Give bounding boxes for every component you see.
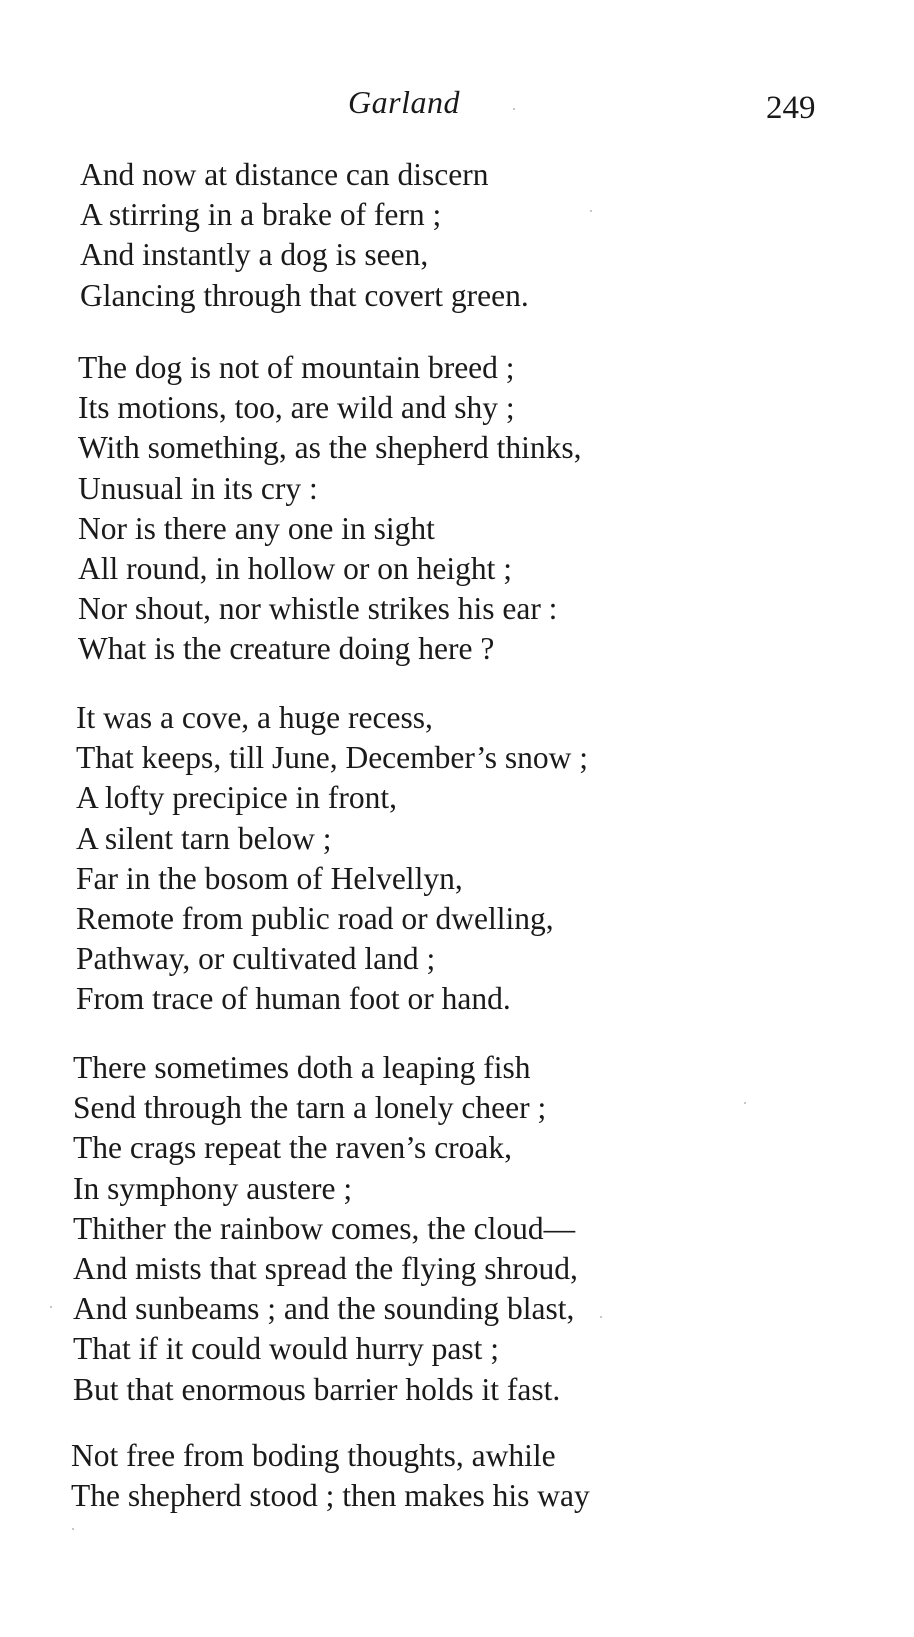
scan-speck	[50, 1306, 52, 1308]
poem-line: That keeps, till June, December’s snow ;	[76, 740, 589, 776]
poem-line: Far in the bosom of Helvellyn,	[76, 860, 463, 896]
poem-line: Glancing through that covert green.	[80, 277, 529, 313]
poem-line: Unusual in its cry :	[78, 470, 318, 506]
poem-line: Nor is there any one in sight	[78, 510, 435, 546]
poem-line: Not free from boding thoughts, awhile	[71, 1438, 556, 1473]
poem-line: It was a cove, a huge recess,	[76, 700, 433, 735]
poem-line: In symphony austere ;	[73, 1170, 353, 1206]
poem-line: The shepherd stood ; then makes his way	[71, 1478, 590, 1514]
poem-line: A silent tarn below ;	[76, 820, 332, 856]
poem-line: Remote from public road or dwelling,	[76, 901, 554, 937]
scan-speck	[72, 1528, 74, 1530]
poem-line: The dog is not of mountain breed ;	[78, 350, 515, 385]
stanza-1	[80, 155, 840, 316]
poem-line: From trace of human foot or hand.	[76, 981, 511, 1017]
scan-speck	[600, 1316, 602, 1318]
poem-line: And sunbeams ; and the sounding blast,	[73, 1291, 575, 1327]
poem-line: The crags repeat the raven’s croak,	[73, 1130, 513, 1166]
poem-line: But that enormous barrier holds it fast.	[73, 1371, 561, 1407]
poem-line: Nor shout, nor whistle strikes his ear :	[78, 591, 558, 627]
stanza-3	[76, 698, 836, 1020]
poem-line: And instantly a dog is seen,	[80, 237, 429, 273]
poem-line: There sometimes doth a leaping fish	[73, 1050, 531, 1085]
poem-line: Pathway, or cultivated land ;	[76, 941, 436, 977]
poem-line: Thither the rainbow comes, the cloud—	[73, 1210, 576, 1246]
poem-line: And mists that spread the flying shroud,	[73, 1251, 578, 1287]
poem-line: And now at distance can discern	[80, 157, 489, 192]
stanza-4	[73, 1048, 833, 1410]
poem-line: That if it could would hurry past ;	[73, 1331, 500, 1367]
scan-speck	[513, 108, 515, 110]
scan-speck	[744, 1102, 746, 1104]
running-head	[0, 84, 914, 128]
stanza-2	[78, 348, 838, 670]
poem-line: A stirring in a brake of fern ;	[80, 197, 442, 233]
poem-line: All round, in hollow or on height ;	[78, 551, 512, 587]
poem-line: A lofty precipice in front,	[76, 780, 398, 816]
scan-speck	[590, 210, 592, 212]
poem-line: Its motions, too, are wild and shy ;	[78, 390, 515, 426]
poem-line: Send through the tarn a lonely cheer ;	[73, 1090, 547, 1126]
poem-line: What is the creature doing here ?	[78, 631, 495, 667]
poem-line: With something, as the shepherd thinks,	[78, 430, 582, 466]
stanza-5	[71, 1436, 831, 1516]
page-number: 249	[766, 90, 816, 126]
running-title: Garland	[348, 84, 460, 120]
